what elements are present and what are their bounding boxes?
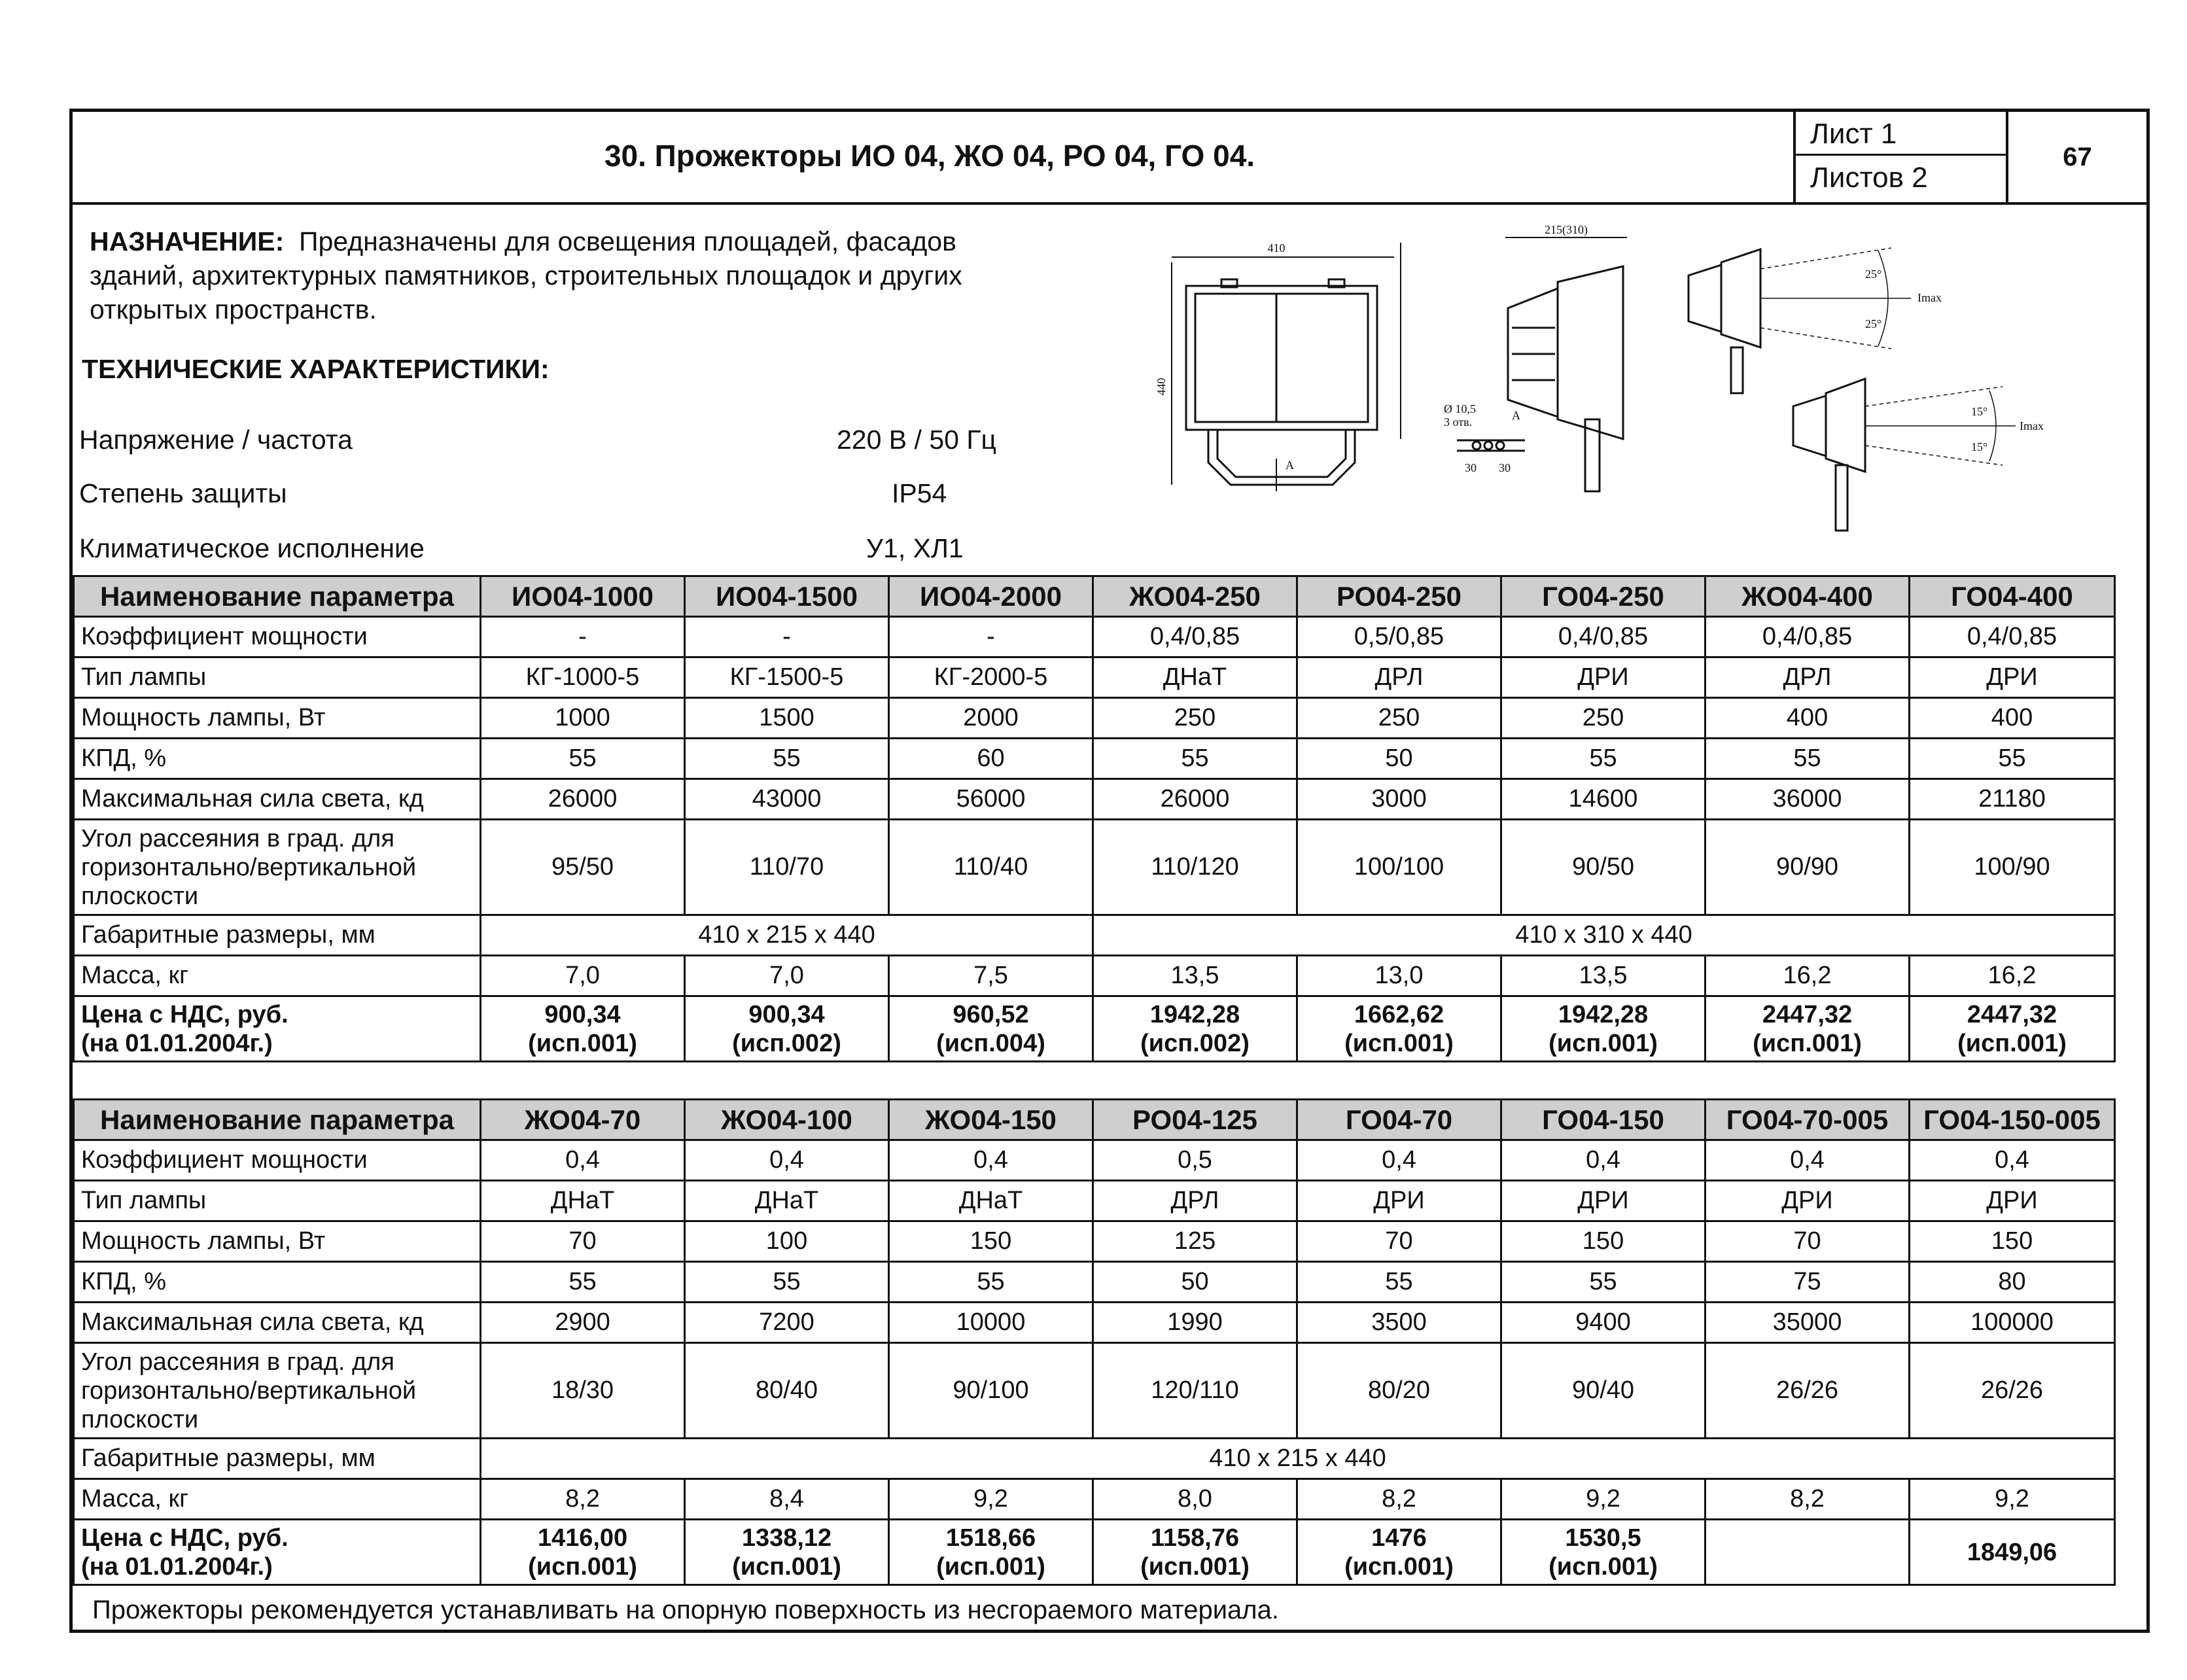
row-label: Габаритные размеры, мм <box>74 915 481 956</box>
purpose-label: НАЗНАЧЕНИЕ: <box>90 226 285 256</box>
cell: 2900 <box>481 1303 685 1343</box>
view-label-a-2: А <box>1512 409 1520 422</box>
cell: ДНаТ <box>889 1181 1093 1221</box>
cell: 8,0 <box>1093 1479 1297 1520</box>
spec-label-climate: Климатическое исполнение <box>79 533 425 563</box>
angle-label-3: 15° <box>1971 405 1988 418</box>
cell: 120/110 <box>1093 1343 1297 1439</box>
cell: ДНаТ <box>685 1181 889 1221</box>
hole-spacing-2: 30 <box>1499 461 1511 474</box>
row-label: Масса, кг <box>74 1479 481 1520</box>
cell: 21180 <box>1910 779 2115 820</box>
price-value: 2447,32 <box>1967 1000 2057 1028</box>
row-label-line: (на 01.01.2004г.) <box>81 1552 273 1581</box>
purpose-line-2: зданий, архитектурных памятников, строительных площадок и других <box>90 260 962 290</box>
cell: 55 <box>481 739 685 779</box>
cell: 8,4 <box>685 1479 889 1520</box>
cell: 400 <box>1706 698 1910 739</box>
cell: 0,5/0,85 <box>1297 617 1501 657</box>
cell: 8,2 <box>1706 1479 1910 1520</box>
row-label-line: горизонтально/вертикальной <box>81 853 417 881</box>
price-value: 1476 <box>1371 1524 1427 1552</box>
hole-spacing-1: 30 <box>1465 461 1477 474</box>
row-label: Максимальная сила света, кд <box>74 1303 481 1343</box>
price-version: (исп.001) <box>936 1552 1045 1581</box>
cell: 8,2 <box>1297 1479 1501 1520</box>
spec-value-climate: У1, ХЛ1 <box>866 533 964 563</box>
cell: ДРИ <box>1706 1181 1910 1221</box>
cell: 70 <box>1706 1221 1910 1262</box>
cell: ДРИ <box>1501 657 1706 698</box>
cell: 13,5 <box>1093 956 1297 996</box>
price-version: (исп.001) <box>1548 1552 1658 1581</box>
cell: 90/90 <box>1706 820 1910 915</box>
cell: 50 <box>1297 739 1501 779</box>
dim-front-width: 410 <box>1267 241 1286 254</box>
table2-row-lamp-power <box>74 1221 2115 1262</box>
cell: 9,2 <box>1910 1479 2115 1520</box>
cell: 90/40 <box>1501 1343 1706 1439</box>
cell: 55 <box>1297 1262 1501 1303</box>
purpose-block <box>90 224 1163 326</box>
cell: - <box>481 617 685 657</box>
cell: 10000 <box>889 1303 1093 1343</box>
angle-label-2: 25° <box>1865 317 1882 330</box>
cell: ДРЛ <box>1297 657 1501 698</box>
price-cell <box>889 996 1093 1062</box>
cell: КГ-2000-5 <box>889 657 1093 698</box>
price-version: (исп.002) <box>1140 1029 1250 1057</box>
table1-header-model: РО04-250 <box>1297 576 1501 617</box>
cell: ДРИ <box>1910 1181 2115 1221</box>
price-version: (исп.004) <box>936 1029 1045 1057</box>
imax-label-1: Imax <box>1917 291 1942 304</box>
price-value: 2447,32 <box>1762 1000 1853 1028</box>
cell: 0,5 <box>1093 1140 1297 1181</box>
price-cell <box>685 1520 889 1585</box>
cell: 55 <box>1501 739 1706 779</box>
table1-row-lamp-type <box>74 657 2115 698</box>
price-cell <box>481 1520 685 1585</box>
table1-header-param: Наименование параметра <box>74 576 481 617</box>
table1-row-power-factor <box>74 617 2115 657</box>
cell: 150 <box>1501 1221 1706 1262</box>
cell: 26/26 <box>1910 1343 2115 1439</box>
cell: 35000 <box>1706 1303 1910 1343</box>
cell: 18/30 <box>481 1343 685 1439</box>
tech-heading: ТЕХНИЧЕСКИЕ ХАРАКТЕРИСТИКИ: <box>82 354 550 384</box>
cell: 26000 <box>1093 779 1297 820</box>
cell: 7,0 <box>481 956 685 996</box>
cell: ДРИ <box>1910 657 2115 698</box>
cell: 55 <box>1501 1262 1706 1303</box>
cell: 80/20 <box>1297 1343 1501 1439</box>
spec-label-protection: Степень защиты <box>79 478 287 508</box>
purpose-line-3: открытых пространств. <box>90 294 377 324</box>
row-label: Тип лампы <box>74 657 481 698</box>
cell: 0,4 <box>1297 1140 1501 1181</box>
table2-row-mass <box>74 1479 2115 1520</box>
table1-header-model: ЖО04-400 <box>1706 576 1910 617</box>
row-label: Габаритные размеры, мм <box>74 1439 481 1479</box>
dim-side-depth: 215(310) <box>1545 223 1588 236</box>
cell: 70 <box>481 1221 685 1262</box>
cell: 7200 <box>685 1303 889 1343</box>
price-version: (исп.001) <box>1344 1552 1454 1581</box>
sheet-counter <box>1793 112 2008 202</box>
price-cell <box>1501 996 1706 1062</box>
cell: 2000 <box>889 698 1093 739</box>
price-version: (исп.001) <box>1140 1552 1250 1581</box>
cell: 1500 <box>685 698 889 739</box>
cell: 36000 <box>1706 779 1910 820</box>
row-label: Мощность лампы, Вт <box>74 698 481 739</box>
cell: 100000 <box>1910 1303 2115 1343</box>
table2-header-row <box>74 1100 2115 1140</box>
price-value: 1942,28 <box>1149 1000 1240 1028</box>
cell: 7,5 <box>889 956 1093 996</box>
hole-note: Ø 10,5 <box>1444 402 1476 415</box>
price-value: 900,34 <box>544 1000 621 1028</box>
cell: 250 <box>1501 698 1706 739</box>
cell: 150 <box>1910 1221 2115 1262</box>
dim-height: 440 <box>1155 377 1168 396</box>
price-value: 1338,12 <box>741 1524 832 1552</box>
hole-count: 3 отв. <box>1444 415 1473 429</box>
row-label <box>74 820 481 915</box>
cell: 3500 <box>1297 1303 1501 1343</box>
row-label: Масса, кг <box>74 956 481 996</box>
price-value: 1942,28 <box>1558 1000 1649 1028</box>
price-cell <box>1706 1520 1910 1585</box>
catalog-sheet <box>69 109 2150 1633</box>
price-version: (исп.001) <box>528 1029 637 1057</box>
price-cell <box>1093 1520 1297 1585</box>
cell: 0,4/0,85 <box>1501 617 1706 657</box>
table2-header-model: ГО04-70-005 <box>1706 1100 1910 1140</box>
cell: 110/40 <box>889 820 1093 915</box>
cell: 150 <box>889 1221 1093 1262</box>
angle-label-1: 25° <box>1865 268 1882 281</box>
cell: ДНаТ <box>1093 657 1297 698</box>
page-title: 30. Прожекторы ИО 04, ЖО 04, РО 04, ГО 04. <box>604 139 1255 173</box>
cell: 0,4/0,85 <box>1093 617 1297 657</box>
spec-label-voltage: Напряжение / частота <box>79 425 353 455</box>
cell: 0,4/0,85 <box>1706 617 1910 657</box>
table2-header-model: РО04-125 <box>1093 1100 1297 1140</box>
cell: 1000 <box>481 698 685 739</box>
view-label-a: А <box>1286 459 1294 472</box>
cell: 70 <box>1297 1221 1501 1262</box>
cell: 110/120 <box>1093 820 1297 915</box>
row-label: Максимальная сила света, кд <box>74 779 481 820</box>
cell: 55 <box>481 1262 685 1303</box>
price-value: 960,52 <box>953 1000 1029 1028</box>
price-cell <box>685 996 889 1062</box>
table1-row-angle <box>74 820 2115 915</box>
price-cell <box>1501 1520 1706 1585</box>
table1-header-model: ИО04-1500 <box>685 576 889 617</box>
cell: 0,4 <box>685 1140 889 1181</box>
row-label <box>74 996 481 1062</box>
table2-row-angle <box>74 1343 2115 1439</box>
floodlight-drawings <box>1146 223 2074 576</box>
cell: - <box>685 617 889 657</box>
table2-row-max-intensity <box>74 1303 2115 1343</box>
cell: 26/26 <box>1706 1343 1910 1439</box>
cell: 55 <box>685 1262 889 1303</box>
table2-row-dimensions <box>74 1439 2115 1479</box>
table1-header-model: ГО04-400 <box>1910 576 2115 617</box>
cell: КГ-1000-5 <box>481 657 685 698</box>
price-version: (исп.001) <box>1344 1029 1454 1057</box>
price-version: (исп.001) <box>1957 1029 2067 1057</box>
table2-header-model: ЖО04-100 <box>685 1100 889 1140</box>
row-label-line: горизонтально/вертикальной <box>81 1376 417 1405</box>
cell: 0,4 <box>1501 1140 1706 1181</box>
cell: 55 <box>1910 739 2115 779</box>
cell: 50 <box>1093 1262 1297 1303</box>
price-value: 1416,00 <box>537 1524 628 1552</box>
row-label-line: Угол рассеяния в град. для <box>81 1348 394 1376</box>
price-value: 1849,06 <box>1967 1538 2057 1566</box>
cell: 75 <box>1706 1262 1910 1303</box>
table1-header-model: ГО04-250 <box>1501 576 1706 617</box>
price-value: 1518,66 <box>945 1524 1036 1552</box>
cell: 90/50 <box>1501 820 1706 915</box>
row-label-line: плоскости <box>81 1405 199 1433</box>
price-cell <box>1093 996 1297 1062</box>
specs-table-2 <box>73 1098 2116 1586</box>
table2-header-param: Наименование параметра <box>74 1100 481 1140</box>
cell: 26000 <box>481 779 685 820</box>
table1-header-model: ИО04-1000 <box>481 576 685 617</box>
price-cell <box>481 996 685 1062</box>
row-label: Тип лампы <box>74 1181 481 1221</box>
page-number: 67 <box>2006 112 2146 202</box>
row-label-line: плоскости <box>81 882 199 910</box>
spec-value-protection: IP54 <box>892 478 947 508</box>
angle-label-4: 15° <box>1971 440 1988 453</box>
specs-table-1 <box>73 575 2116 1062</box>
price-version: (исп.001) <box>1548 1029 1658 1057</box>
cell: 110/70 <box>685 820 889 915</box>
cell: 56000 <box>889 779 1093 820</box>
cell: 0,4 <box>481 1140 685 1181</box>
cell: 95/50 <box>481 820 685 915</box>
cell: 410 х 215 х 440 <box>481 1439 2115 1479</box>
row-label-line: Цена с НДС, руб. <box>81 1524 289 1552</box>
cell: 410 х 310 х 440 <box>1093 915 2115 956</box>
price-cell <box>1910 1520 2115 1585</box>
row-label: КПД, % <box>74 1262 481 1303</box>
row-label: Коэффициент мощности <box>74 617 481 657</box>
table1-row-mass <box>74 956 2115 996</box>
cell: ДРЛ <box>1706 657 1910 698</box>
price-version: (исп.001) <box>1753 1029 1862 1057</box>
cell: 125 <box>1093 1221 1297 1262</box>
table2-header-model: ЖО04-150 <box>889 1100 1093 1140</box>
cell: 0,4/0,85 <box>1910 617 2115 657</box>
table2-row-lamp-type <box>74 1181 2115 1221</box>
cell: 7,0 <box>685 956 889 996</box>
cell: 0,4 <box>1706 1140 1910 1181</box>
table2-row-price <box>74 1520 2115 1585</box>
cell: - <box>889 617 1093 657</box>
cell: ДРЛ <box>1093 1181 1297 1221</box>
table1-row-max-intensity <box>74 779 2115 820</box>
sheets-label: Листов 2 <box>1810 162 1928 194</box>
cell: 55 <box>1706 739 1910 779</box>
price-value: 1662,62 <box>1354 1000 1444 1028</box>
price-cell <box>1297 996 1501 1062</box>
row-label-line: (на 01.01.2004г.) <box>81 1029 273 1057</box>
cell: 410 х 215 х 440 <box>481 915 1093 956</box>
cell: ДРИ <box>1297 1181 1501 1221</box>
table2-header-model: ЖО04-70 <box>481 1100 685 1140</box>
spec-value-voltage: 220 В / 50 Гц <box>837 425 996 455</box>
row-label: КПД, % <box>74 739 481 779</box>
price-value: 1530,5 <box>1565 1524 1641 1552</box>
header-divider <box>73 202 2146 205</box>
cell: 80/40 <box>685 1343 889 1439</box>
sheet-label: Лист 1 <box>1796 112 2008 156</box>
table1-header-model: ИО04-2000 <box>889 576 1093 617</box>
cell: 55 <box>685 739 889 779</box>
purpose-line-1: Предназначены для освещения площадей, фасадов <box>299 226 956 256</box>
table1-row-lamp-power <box>74 698 2115 739</box>
table2-row-efficiency <box>74 1262 2115 1303</box>
price-version: (исп.001) <box>528 1552 637 1581</box>
cell: 55 <box>1093 739 1297 779</box>
cell: 1990 <box>1093 1303 1297 1343</box>
cell: 3000 <box>1297 779 1501 820</box>
cell: ДНаТ <box>481 1181 685 1221</box>
table2-header-model: ГО04-150 <box>1501 1100 1706 1140</box>
cell: 100/100 <box>1297 820 1501 915</box>
price-cell <box>889 1520 1093 1585</box>
cell: 250 <box>1297 698 1501 739</box>
table1-row-dimensions <box>74 915 2115 956</box>
price-version: (исп.001) <box>732 1552 841 1581</box>
table2-row-power-factor <box>74 1140 2115 1181</box>
imax-label-2: Imax <box>2020 419 2044 432</box>
table1-header-model: ЖО04-250 <box>1093 576 1297 617</box>
price-cell <box>1297 1520 1501 1585</box>
cell: 43000 <box>685 779 889 820</box>
cell: 100 <box>685 1221 889 1262</box>
table1-row-price <box>74 996 2115 1062</box>
cell: 100/90 <box>1910 820 2115 915</box>
price-version: (исп.002) <box>732 1029 841 1057</box>
cell: 16,2 <box>1706 956 1910 996</box>
price-value: 1158,76 <box>1150 1524 1240 1552</box>
cell: 250 <box>1093 698 1297 739</box>
cell: 14600 <box>1501 779 1706 820</box>
cell: 0,4 <box>889 1140 1093 1181</box>
cell: ДРИ <box>1501 1181 1706 1221</box>
table1-header-row <box>74 576 2115 617</box>
cell: 9,2 <box>1501 1479 1706 1520</box>
cell: КГ-1500-5 <box>685 657 889 698</box>
row-label-line: Цена с НДС, руб. <box>81 1000 289 1028</box>
table2-header-model: ГО04-150-005 <box>1910 1100 2115 1140</box>
row-label <box>74 1343 481 1439</box>
cell: 16,2 <box>1910 956 2115 996</box>
price-value: 900,34 <box>748 1000 825 1028</box>
cell: 60 <box>889 739 1093 779</box>
cell: 9,2 <box>889 1479 1093 1520</box>
table1-row-efficiency <box>74 739 2115 779</box>
cell: 0,4 <box>1910 1140 2115 1181</box>
row-label-line: Угол рассеяния в град. для <box>81 824 394 852</box>
cell: 80 <box>1910 1262 2115 1303</box>
price-cell <box>1706 996 1910 1062</box>
row-label <box>74 1520 481 1585</box>
table2-header-model: ГО04-70 <box>1297 1100 1501 1140</box>
cell: 13,5 <box>1501 956 1706 996</box>
cell: 55 <box>889 1262 1093 1303</box>
row-label: Коэффициент мощности <box>74 1140 481 1181</box>
cell: 400 <box>1910 698 2115 739</box>
cell: 13,0 <box>1297 956 1501 996</box>
cell: 90/100 <box>889 1343 1093 1439</box>
cell: 8,2 <box>481 1479 685 1520</box>
row-label: Мощность лампы, Вт <box>74 1221 481 1262</box>
cell: 9400 <box>1501 1303 1706 1343</box>
price-cell <box>1910 996 2115 1062</box>
footer-note: Прожекторы рекомендуется устанавливать на опорную поверхность из несгораемого материала. <box>92 1596 1279 1624</box>
